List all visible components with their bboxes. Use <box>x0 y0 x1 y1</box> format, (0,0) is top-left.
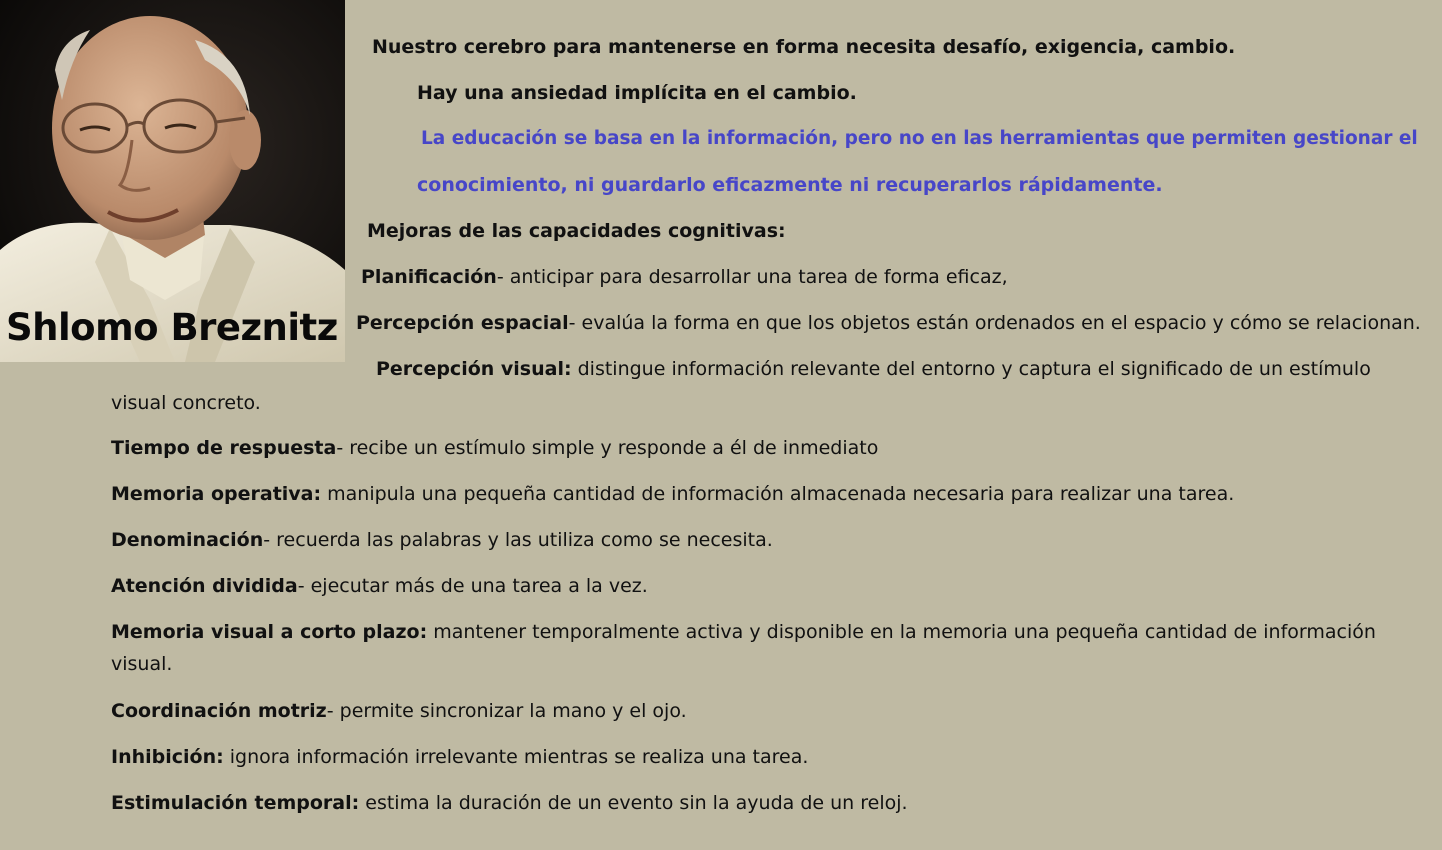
item-separator: - <box>568 312 576 334</box>
education-quote-line-1: La educación se basa en la información, pero no en las herramientas que permiten gestionar el <box>421 128 1418 149</box>
item-separator: - <box>297 575 305 597</box>
item-continuation: visual concreto. <box>111 392 261 414</box>
intro-line-2 <box>417 81 857 105</box>
item-description: anticipar para desarrollar una tarea de forma eficaz, <box>503 266 1008 288</box>
item-term: Inhibición: <box>111 746 224 768</box>
item-description: estima la duración de un evento sin la ayuda de un reloj. <box>359 792 908 814</box>
item-description: manipula una pequeña cantidad de información almacenada necesaria para realizar una tarea. <box>321 483 1235 505</box>
item-separator: - <box>336 437 344 459</box>
section-heading-text: Mejoras de las capacidades cognitivas: <box>367 220 786 242</box>
item-separator: - <box>496 266 504 288</box>
portrait-caption: Shlomo Breznitz <box>6 306 338 349</box>
section-heading <box>367 219 786 243</box>
intro-line-1 <box>372 35 1235 59</box>
list-item <box>111 574 648 598</box>
item-continuation: visual. <box>111 653 173 675</box>
item-description: ignora información irrelevante mientras se realiza una tarea. <box>223 746 809 768</box>
item-separator: - <box>326 700 334 722</box>
list-item <box>111 699 687 723</box>
list-item <box>111 482 1234 506</box>
list-item <box>361 265 1008 289</box>
list-item <box>111 436 878 460</box>
list-item <box>111 528 773 552</box>
item-term: Coordinación motriz <box>111 700 327 722</box>
item-term: Percepción visual: <box>376 358 572 380</box>
list-item <box>356 311 1421 335</box>
item-description: permite sincronizar la mano y el ojo. <box>333 700 687 722</box>
item-description: recuerda las palabras y las utiliza como se necesita. <box>270 529 773 551</box>
item-description: distingue información relevante del entorno y captura el significado de un estímulo <box>571 358 1371 380</box>
list-item <box>111 620 1376 644</box>
list-item <box>111 791 908 815</box>
item-term: Estimulación temporal: <box>111 792 360 814</box>
item-term: Memoria visual a corto plazo: <box>111 621 428 643</box>
item-separator: - <box>263 529 271 551</box>
list-item <box>111 745 808 769</box>
intro-line-2-text: Hay una ansiedad implícita en el cambio. <box>417 82 857 104</box>
item-term: Tiempo de respuesta <box>111 437 337 459</box>
item-description: ejecutar más de una tarea a la vez. <box>304 575 648 597</box>
item-description: evalúa la forma en que los objetos están ordenados en el espacio y cómo se relacionan. <box>575 312 1421 334</box>
portrait-photo <box>0 0 345 362</box>
item-term: Memoria operativa: <box>111 483 322 505</box>
education-quote-line-2: conocimiento, ni guardarlo eficazmente ni recuperarlos rápidamente. <box>417 174 1163 196</box>
item-term: Planificación <box>361 266 497 288</box>
item-description: recibe un estímulo simple y responde a él de inmediato <box>343 437 879 459</box>
list-item <box>376 357 1371 381</box>
item-term: Atención dividida <box>111 575 298 597</box>
item-description: mantener temporalmente activa y disponible en la memoria una pequeña cantidad de información <box>427 621 1376 643</box>
intro-line-1-text: Nuestro cerebro para mantenerse en forma necesita desafío, exigencia, cambio. <box>372 36 1236 58</box>
item-term: Percepción espacial <box>356 312 569 334</box>
item-term: Denominación <box>111 529 264 551</box>
